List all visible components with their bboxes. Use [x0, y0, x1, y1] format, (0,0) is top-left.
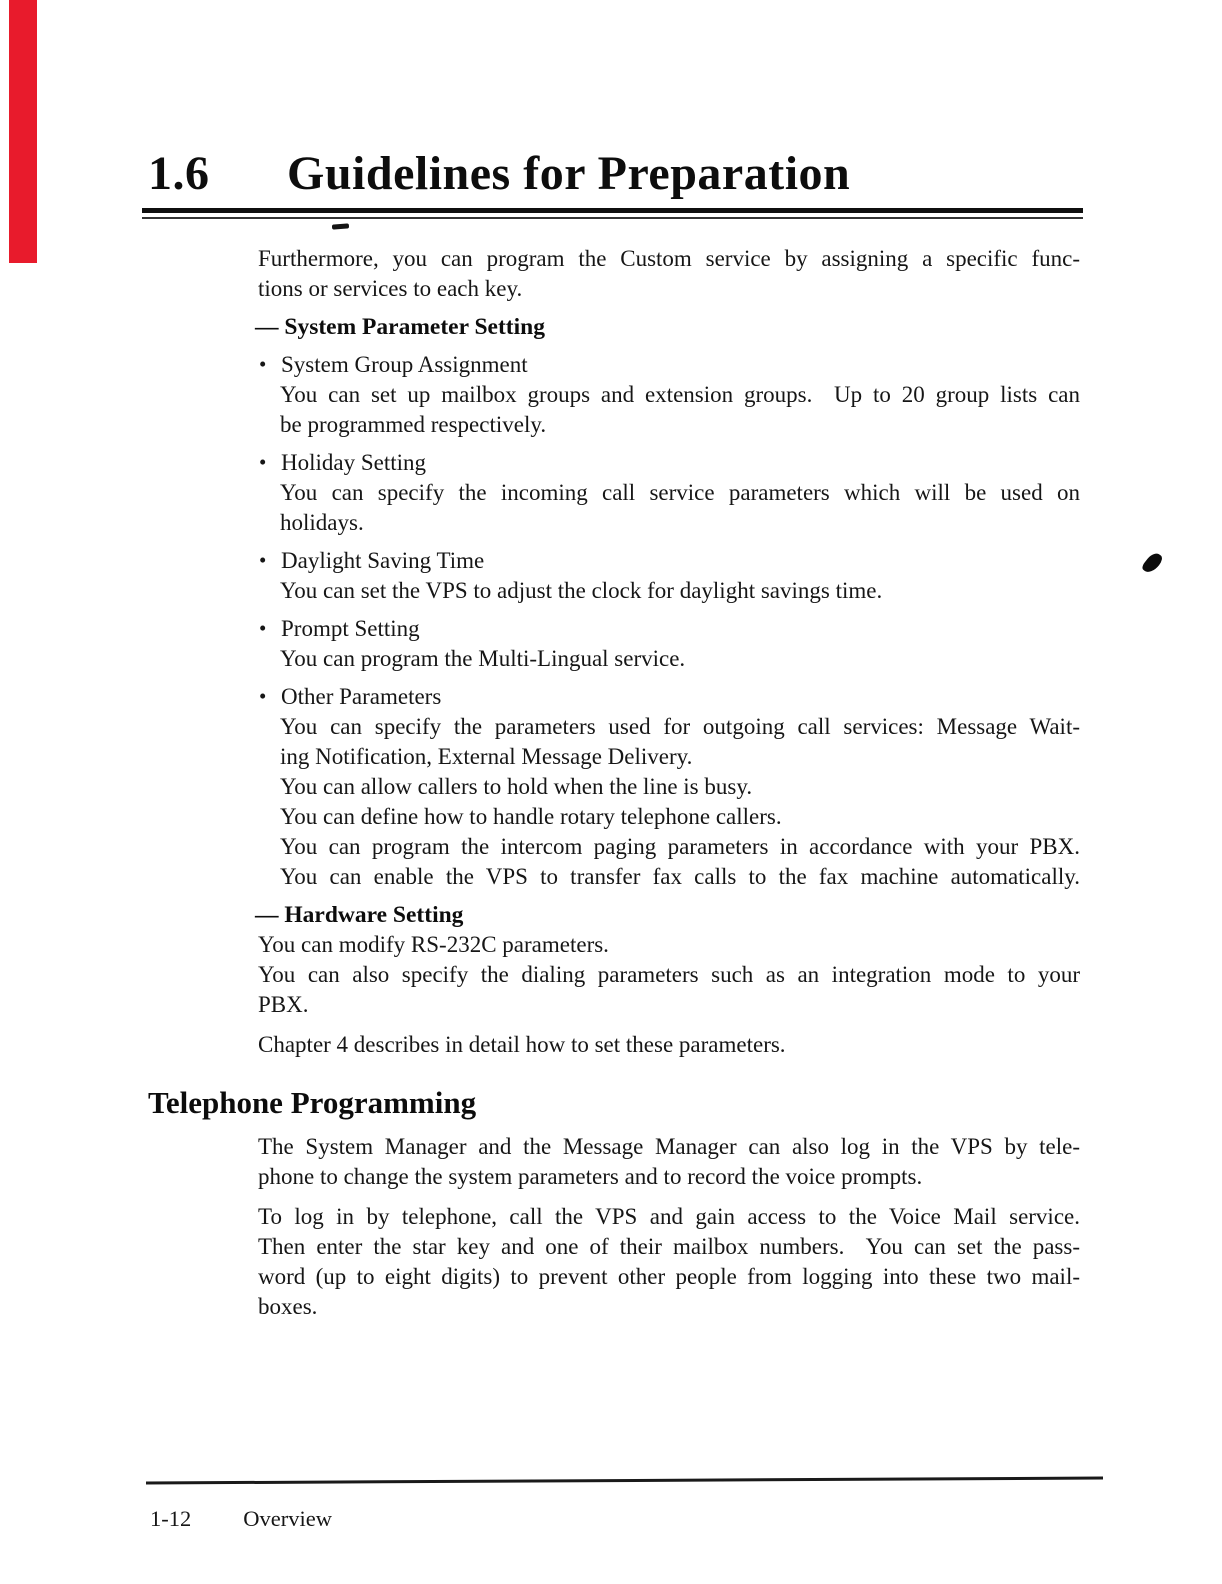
bullet-label-row	[258, 350, 1080, 380]
bullet-icon: •	[259, 548, 267, 572]
bullet-icon: •	[259, 450, 267, 474]
text-line: Furthermore, you can program the Custom service by assigning a specific func-	[258, 246, 1080, 271]
text-line: You can define how to handle rotary telephone callers.	[280, 804, 782, 829]
section-heading: Telephone Programming	[148, 1085, 477, 1120]
bullet-description	[258, 576, 1080, 606]
list-section-heading: — Hardware Setting	[255, 902, 464, 928]
page-footer	[150, 1506, 332, 1532]
list-section-heading: — System Parameter Setting	[255, 314, 545, 340]
text-line: You can set the VPS to adjust the clock for daylight savings time.	[280, 578, 883, 603]
bullet-description	[258, 712, 1080, 892]
text-line: holidays.	[280, 510, 364, 535]
text-line: tions or services to each key.	[258, 276, 523, 301]
text-line: Chapter 4 describes in detail how to set these parameters.	[258, 1032, 786, 1057]
bullet-label-row	[258, 546, 1080, 576]
text-line: You can set up mailbox groups and extension groups. Up to 20 group lists can	[280, 382, 1080, 407]
footer-rule	[146, 1476, 1103, 1484]
bullet-item	[258, 350, 1080, 440]
text-line: ing Notification, External Message Delivery.	[280, 744, 693, 769]
paragraph	[258, 244, 1080, 304]
chapter-edge-tab	[9, 0, 37, 263]
text-line: You can specify the parameters used for outgoing call services: Message Wait-	[280, 714, 1080, 739]
text-line: You can modify RS-232C parameters.	[258, 932, 609, 957]
bullet-label: Prompt Setting	[281, 616, 420, 641]
text-line: phone to change the system parameters and to record the voice prompts.	[258, 1164, 923, 1189]
text-line: PBX.	[258, 992, 309, 1017]
text-line: You can also specify the dialing parameters such as an integration mode to your	[258, 962, 1080, 987]
chapter-name: Overview	[243, 1506, 332, 1531]
text-line: You can specify the incoming call service parameters which will be used on	[280, 480, 1080, 505]
bullet-icon: •	[259, 684, 267, 708]
section-title: Guidelines for Preparation	[287, 147, 851, 200]
bullet-label: Holiday Setting	[281, 450, 427, 475]
bullet-description	[258, 478, 1080, 538]
bullet-label: Other Parameters	[281, 684, 442, 709]
page-number: 1-12	[150, 1506, 192, 1531]
bullet-item	[258, 682, 1080, 892]
bullet-icon: •	[259, 352, 267, 376]
page-title	[148, 149, 1098, 201]
scan-artifact-ink-mark	[1141, 550, 1165, 575]
paragraph	[258, 1202, 1080, 1322]
text-line: be programmed respectively.	[280, 412, 547, 437]
section-number: 1.6	[148, 147, 210, 200]
scan-artifact-dash	[332, 223, 349, 229]
bullet-item	[258, 448, 1080, 538]
text-line: You can allow callers to hold when the line is busy.	[280, 774, 753, 799]
text-line: Then enter the star key and one of their mailbox numbers. You can set the pass-	[258, 1234, 1080, 1259]
paragraph	[258, 930, 1080, 1020]
title-rule-thin	[142, 217, 1083, 219]
title-rule-thick	[142, 208, 1083, 213]
bullet-label-row	[258, 448, 1080, 478]
bullet-item	[258, 614, 1080, 674]
bullet-item	[258, 546, 1080, 606]
bullet-label-row	[258, 614, 1080, 644]
paragraph	[258, 1132, 1080, 1192]
text-line: You can program the Multi-Lingual service.	[280, 646, 686, 671]
bullet-description	[258, 644, 1080, 674]
text-line: You can enable the VPS to transfer fax calls to the fax machine automatically.	[280, 864, 1080, 889]
text-line: word (up to eight digits) to prevent other people from logging into these two mail-	[258, 1264, 1080, 1289]
text-line: boxes.	[258, 1294, 318, 1319]
body-content	[148, 244, 1080, 1322]
text-line: The System Manager and the Message Manager can also log in the VPS by tele-	[258, 1134, 1080, 1159]
text-line: You can program the intercom paging parameters in accordance with your PBX.	[280, 834, 1080, 859]
bullet-label-row	[258, 682, 1080, 712]
text-line: To log in by telephone, call the VPS and gain access to the Voice Mail service.	[258, 1204, 1080, 1229]
paragraph	[258, 1030, 1080, 1060]
bullet-description	[258, 380, 1080, 440]
bullet-label: System Group Assignment	[281, 352, 528, 377]
bullet-label: Daylight Saving Time	[281, 548, 485, 573]
bullet-icon: •	[259, 616, 267, 640]
